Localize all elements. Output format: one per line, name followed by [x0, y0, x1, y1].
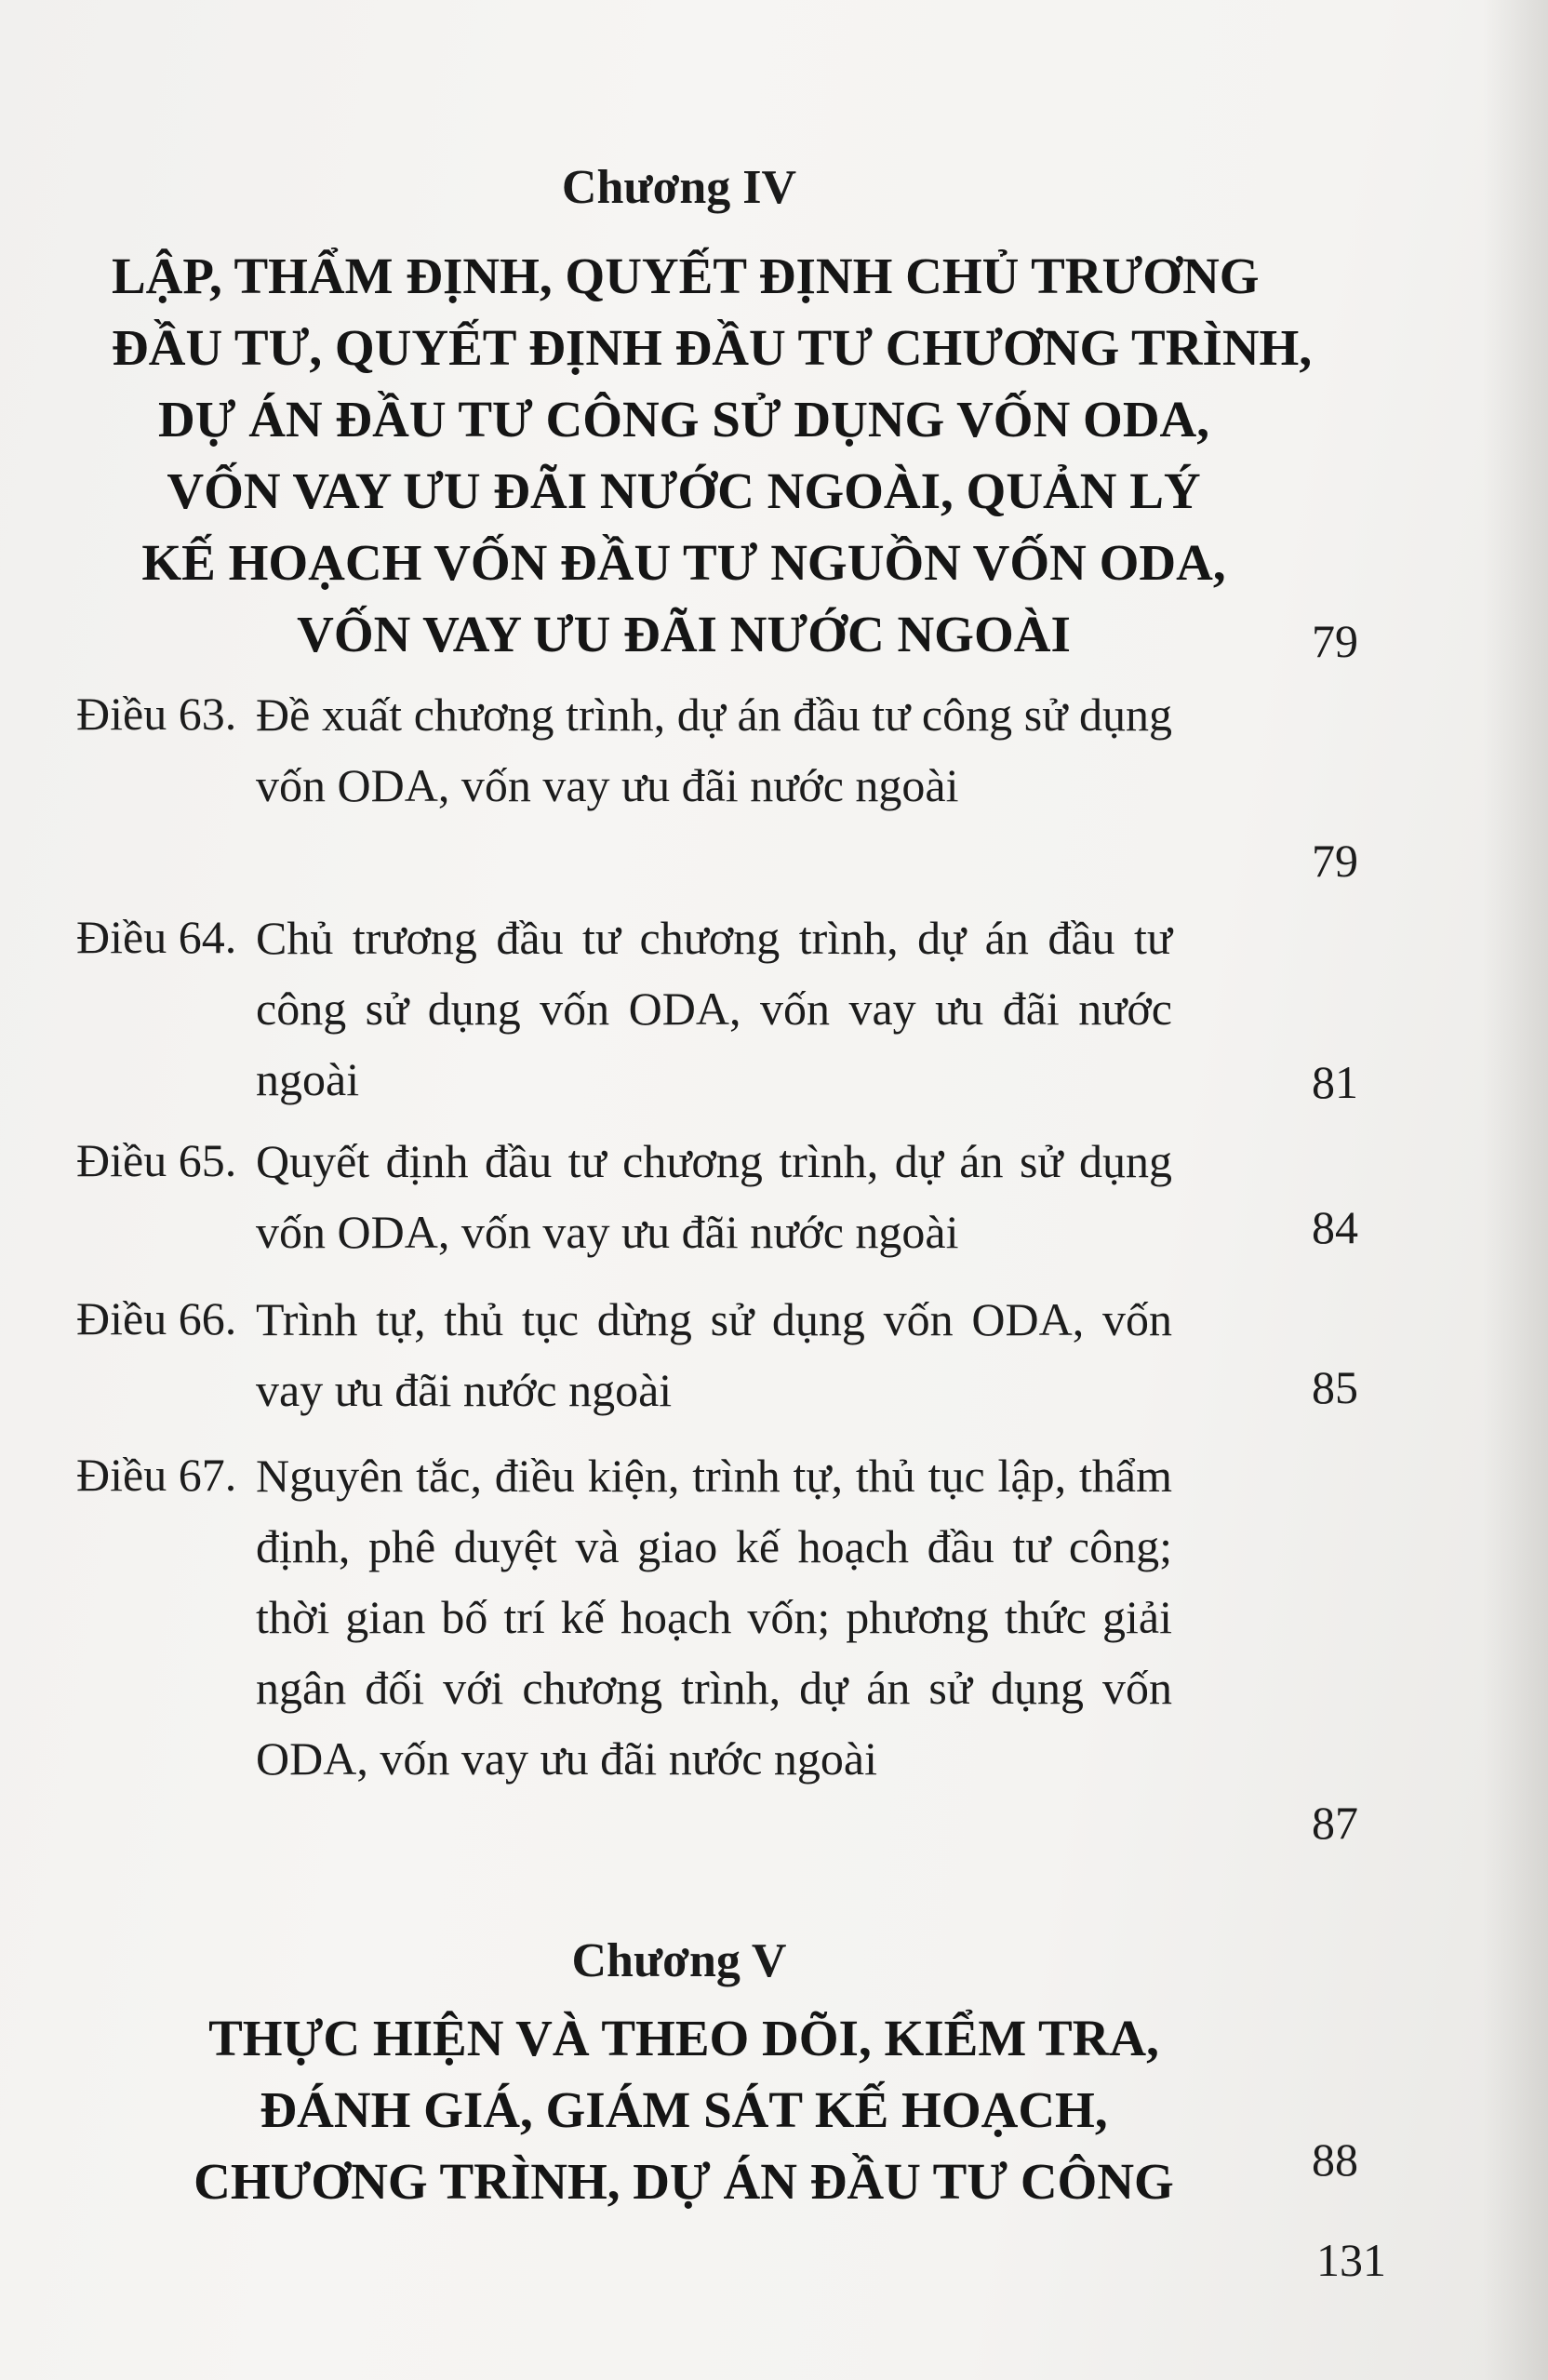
article-67-page: 87: [1312, 1797, 1358, 1849]
heading-line: VỐN VAY ƯU ĐÃI NƯỚC NGOÀI: [297, 606, 1071, 662]
heading-line: VỐN VAY ƯU ĐÃI NƯỚC NGOÀI, QUẢN LÝ: [167, 462, 1201, 519]
heading-line: CHƯƠNG TRÌNH, DỰ ÁN ĐẦU TƯ CÔNG: [194, 2153, 1174, 2210]
heading-line: KẾ HOẠCH VỐN ĐẦU TƯ NGUỒN VỐN ODA,: [141, 534, 1226, 591]
page-number: 131: [1316, 2234, 1386, 2286]
heading-line: ĐÁNH GIÁ, GIÁM SÁT KẾ HOẠCH,: [260, 2081, 1108, 2138]
article-66-label: Điều 66.: [76, 1292, 237, 1344]
article-66-page: 85: [1312, 1361, 1358, 1413]
article-63-page: 79: [1312, 835, 1358, 887]
heading-line: ĐẦU TƯ, QUYẾT ĐỊNH ĐẦU TƯ CHƯƠNG TRÌNH,: [112, 319, 1313, 376]
chapter-v-title: Chương V: [571, 1934, 787, 1987]
chapter-v-page: 88: [1312, 2133, 1358, 2186]
article-64-label: Điều 64.: [76, 911, 237, 963]
chapter-iv-heading: [112, 240, 1313, 670]
article-65-title: Quyết định đầu tư chương trình, dự án sử dụng vốn ODA, vốn vay ưu đãi nước ngoài: [256, 1135, 1172, 1258]
article-64-title: Chủ trương đầu tư chương trình, dự án đầu tư công sử dụng vốn ODA, vốn vay ưu đãi nước ngoài: [256, 912, 1172, 1105]
article-64-page: 81: [1312, 1056, 1358, 1108]
chapter-iv-title: Chương IV: [561, 161, 797, 214]
heading-line: THỰC HIỆN VÀ THEO DÕI, KIỂM TRA,: [208, 2010, 1159, 2066]
article-67-title: Nguyên tắc, điều kiện, trình tự, thủ tục lập, thẩm định, phê duyệt và giao kế hoạch đầu tư công; thời gian bố trí kế hoạch vốn; phương thức giải ngân đối với chương trình, dự án sử dụng vốn ODA, vốn vay ưu đãi nước ngoài: [256, 1450, 1172, 1785]
article-66-title: Trình tự, thủ tục dừng sử dụng vốn ODA, vốn vay ưu đãi nước ngoài: [256, 1293, 1172, 1416]
heading-line: DỰ ÁN ĐẦU TƯ CÔNG SỬ DỤNG VỐN ODA,: [157, 391, 1210, 448]
chapter-v-heading: [112, 2002, 1256, 2217]
article-65-label: Điều 65.: [76, 1134, 237, 1186]
article-63-label: Điều 63.: [76, 688, 237, 740]
article-63-title: Đề xuất chương trình, dự án đầu tư công sử dụng vốn ODA, vốn vay ưu đãi nước ngoài: [256, 689, 1172, 811]
article-67-label: Điều 67.: [76, 1449, 237, 1501]
chapter-iv-page: 79: [1312, 615, 1358, 667]
heading-line: LẬP, THẨM ĐỊNH, QUYẾT ĐỊNH CHỦ TRƯƠNG: [112, 247, 1260, 304]
article-65-page: 84: [1312, 1201, 1358, 1253]
